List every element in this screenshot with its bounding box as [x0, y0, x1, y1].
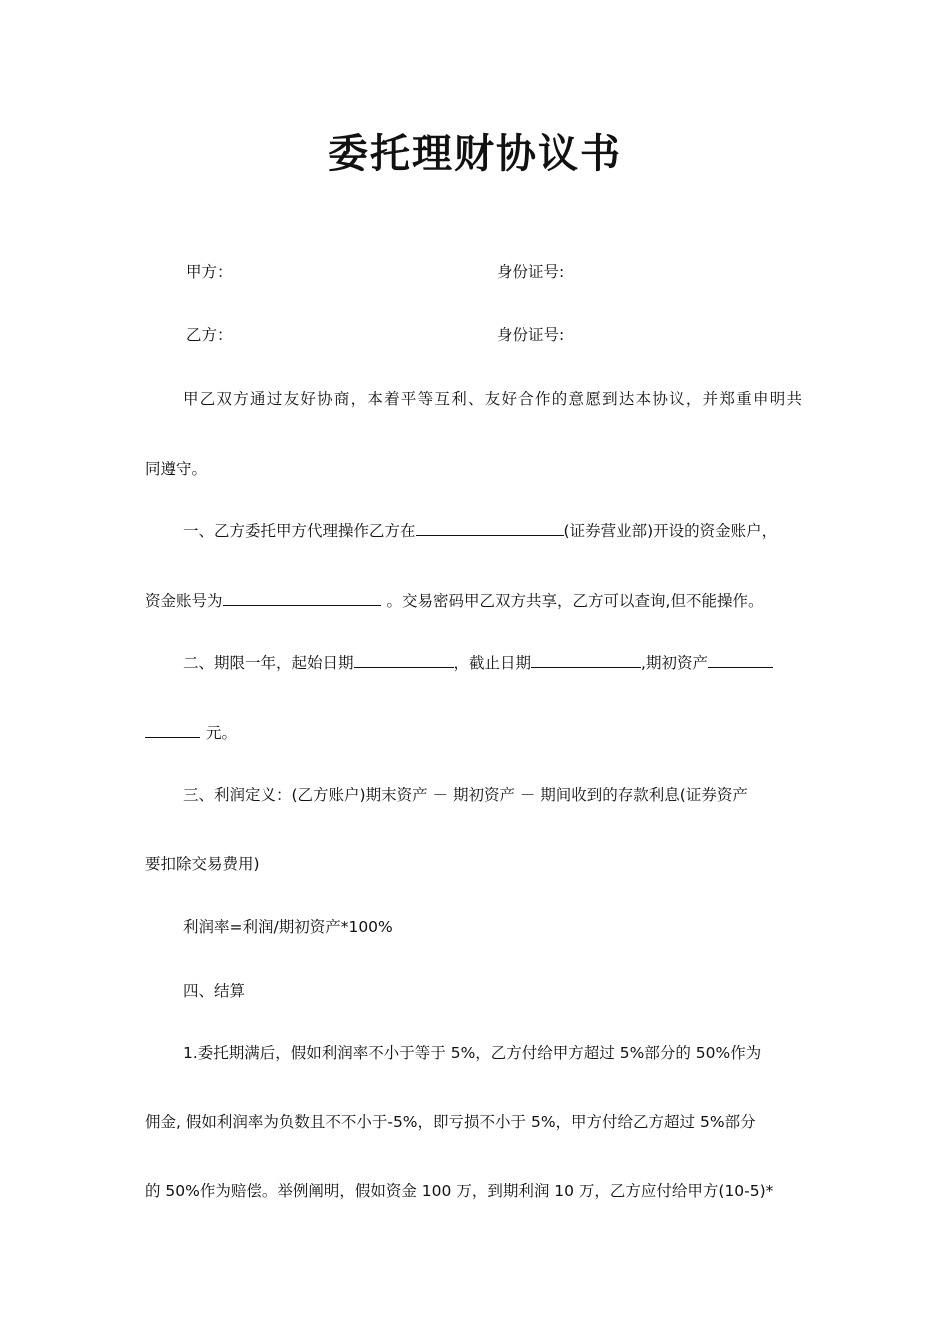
- initial-assets-blank: [708, 651, 773, 668]
- section-3-line-2: 要扣除交易费用): [145, 855, 260, 873]
- party-a-id-label: 身份证号:: [497, 263, 565, 281]
- start-date-blank: [354, 651, 454, 668]
- intro-line-1: 甲乙双方通过友好协商，本着平等互利、友好合作的意愿到达本协议，并郑重申明共: [183, 390, 802, 408]
- section-1-text-c: 资金账号为: [145, 592, 223, 610]
- section-2-text-d: 元。: [206, 724, 238, 742]
- section-1-text-b: (证券营业部)开设的资金账户，: [563, 522, 778, 540]
- document-title: 委托理财协议书: [328, 131, 622, 177]
- initial-assets-blank-cont: [145, 721, 200, 738]
- intro-line-2: 同遵守。: [145, 460, 208, 478]
- securities-branch-blank: [416, 519, 564, 536]
- clause-1-line-3: 的 50%作为赔偿。举例阐明，假如资金 100 万，到期利润 10 万，乙方应付给甲方(10-5)*: [145, 1182, 774, 1200]
- section-1-line-1: [183, 519, 777, 542]
- section-1-text-a: 一、乙方委托甲方代理操作乙方在: [183, 522, 416, 540]
- section-4-heading: 四、结算: [183, 982, 246, 1000]
- clause-1-line-2: 佣金, 假如利润率为负数且不不小于-5%，即亏损不小于 5%，甲方付给乙方超过 5%部分: [145, 1113, 756, 1131]
- section-3-line-1: 三、利润定义：(乙方账户)期末资产 － 期初资产 － 期间收到的存款利息(证券资产: [183, 786, 748, 804]
- section-2-line-2: [145, 721, 237, 744]
- section-2-text-c: ,期初资产: [641, 654, 708, 672]
- end-date-blank: [531, 651, 641, 668]
- section-2-text-b: ，截止日期: [453, 654, 532, 672]
- section-1-text-d: 。交易密码甲乙双方共享，乙方可以查询,但不能操作。: [386, 592, 764, 610]
- section-2-text-a: 二、期限一年，起始日期: [183, 654, 354, 672]
- party-b-id-label: 身份证号:: [497, 326, 565, 344]
- party-a-label: 甲方：: [186, 263, 233, 281]
- profit-rate-formula: 利润率=利润/期初资产*100%: [183, 918, 393, 936]
- clause-1-line-1: 1.委托期满后，假如利润率不小于等于 5%，乙方付给甲方超过 5%部分的 50%作为: [183, 1044, 762, 1062]
- party-b-label: 乙方：: [186, 326, 233, 344]
- section-1-line-2: [145, 589, 763, 612]
- account-number-blank: [223, 589, 381, 606]
- section-2-line-1: [183, 651, 773, 674]
